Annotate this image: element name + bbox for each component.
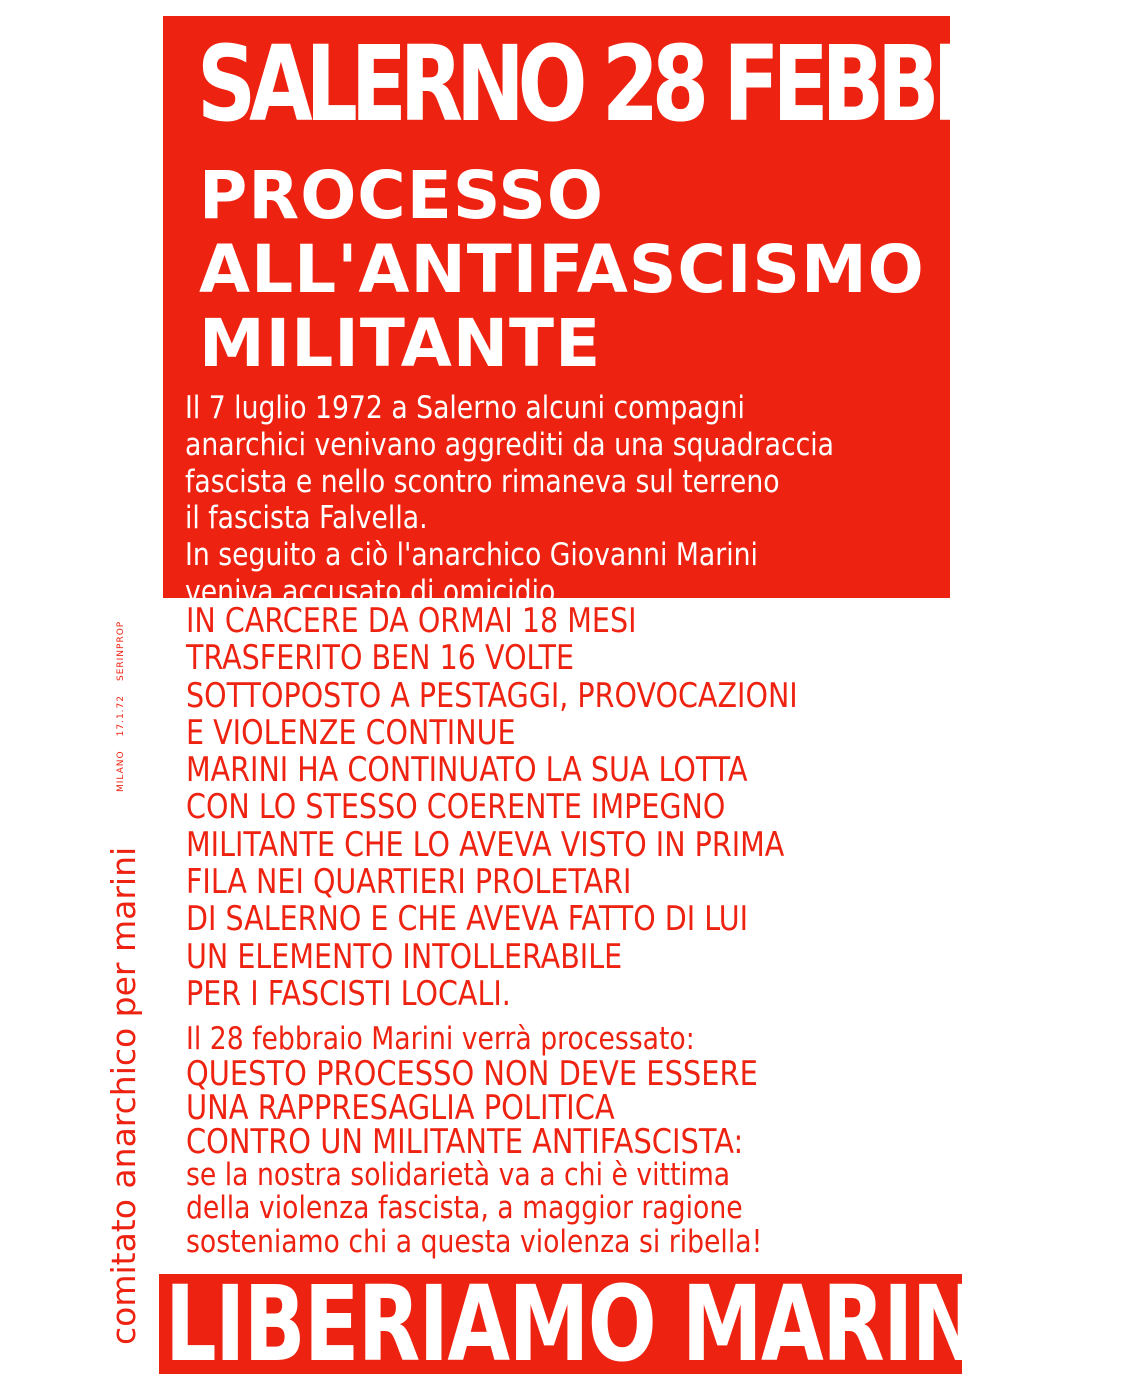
slogan-banner — [159, 1263, 1043, 1385]
body-line: SOTTOPOSTO A PESTAGGI, PROVOCAZIONI — [186, 675, 798, 716]
body-line: FILA NEI QUARTIERI PROLETARI — [186, 862, 632, 903]
intro-line: fascista e nello scontro rimaneva sul terreno — [185, 463, 780, 500]
intro-line: anarchici venivano aggrediti da una squadraccia — [185, 426, 835, 463]
body-line: MARINI HA CONTINUATO LA SUA LOTTA — [186, 750, 748, 791]
intro-line: Il 7 luglio 1972 a Salerno alcuni compagni — [185, 390, 745, 426]
imprint-printer: SERINPROP — [116, 620, 126, 682]
body-line: DI SALERNO E CHE AVEVA FATTO DI LUI — [186, 899, 749, 940]
intro-line: veniva accusato di omicidio. — [185, 573, 564, 610]
imprint-date: 17.1.72 — [116, 695, 126, 737]
trial-caps-line: UNA RAPPRESAGLIA POLITICA — [186, 1087, 615, 1128]
subtitle-line-1: PROCESSO — [199, 157, 605, 234]
intro-line: il fascista Falvella. — [185, 500, 428, 537]
body-paragraph — [186, 603, 946, 1013]
trial-intro-line: Il 28 febbraio Marini verrà processato: — [186, 1021, 695, 1057]
imprint-city: MILANO — [116, 750, 126, 792]
intro-line: In seguito a ciò l'anarchico Giovanni Marini — [185, 537, 758, 574]
subtitle-line-2: ALL'ANTIFASCISMO — [199, 231, 925, 308]
body-line: UN ELEMENTO INTOLLERABILE — [186, 936, 623, 977]
body-line: TRASFERITO BEN 16 VOLTE — [186, 638, 575, 679]
committee-signature: comitato anarchico per marini — [104, 846, 143, 1345]
printer-imprint — [116, 621, 126, 792]
trial-paragraph — [186, 1023, 946, 1259]
subtitle-line-3: MILITANTE — [199, 305, 602, 382]
trial-caps-line: CONTRO UN MILITANTE ANTIFASCISTA: — [186, 1121, 744, 1162]
trial-closing-line: sosteniamo chi a questa violenza si ribella! — [186, 1223, 763, 1260]
intro-paragraph — [185, 390, 965, 611]
body-line: E VIOLENZE CONTINUE — [186, 712, 516, 753]
main-title: SALERNO 28 FEBBRAIO — [197, 23, 1131, 145]
trial-closing-line: se la nostra solidarietà va a chi è vittima — [186, 1156, 731, 1193]
body-line: MILITANTE CHE LO AVEVA VISTO IN PRIMA — [186, 824, 785, 865]
header-red-block — [163, 16, 1131, 610]
body-line: PER I FASCISTI LOCALI. — [186, 973, 511, 1014]
trial-closing-line: della violenza fascista, a maggior ragione — [186, 1190, 743, 1226]
body-line: IN CARCERE DA ORMAI 18 MESI — [186, 601, 637, 641]
body-line: CON LO STESSO COERENTE IMPEGNO — [186, 787, 726, 828]
slogan: LIBERIAMO MARINI! — [165, 1263, 1043, 1385]
trial-caps-line: QUESTO PROCESSO NON DEVE ESSERE — [186, 1053, 758, 1094]
